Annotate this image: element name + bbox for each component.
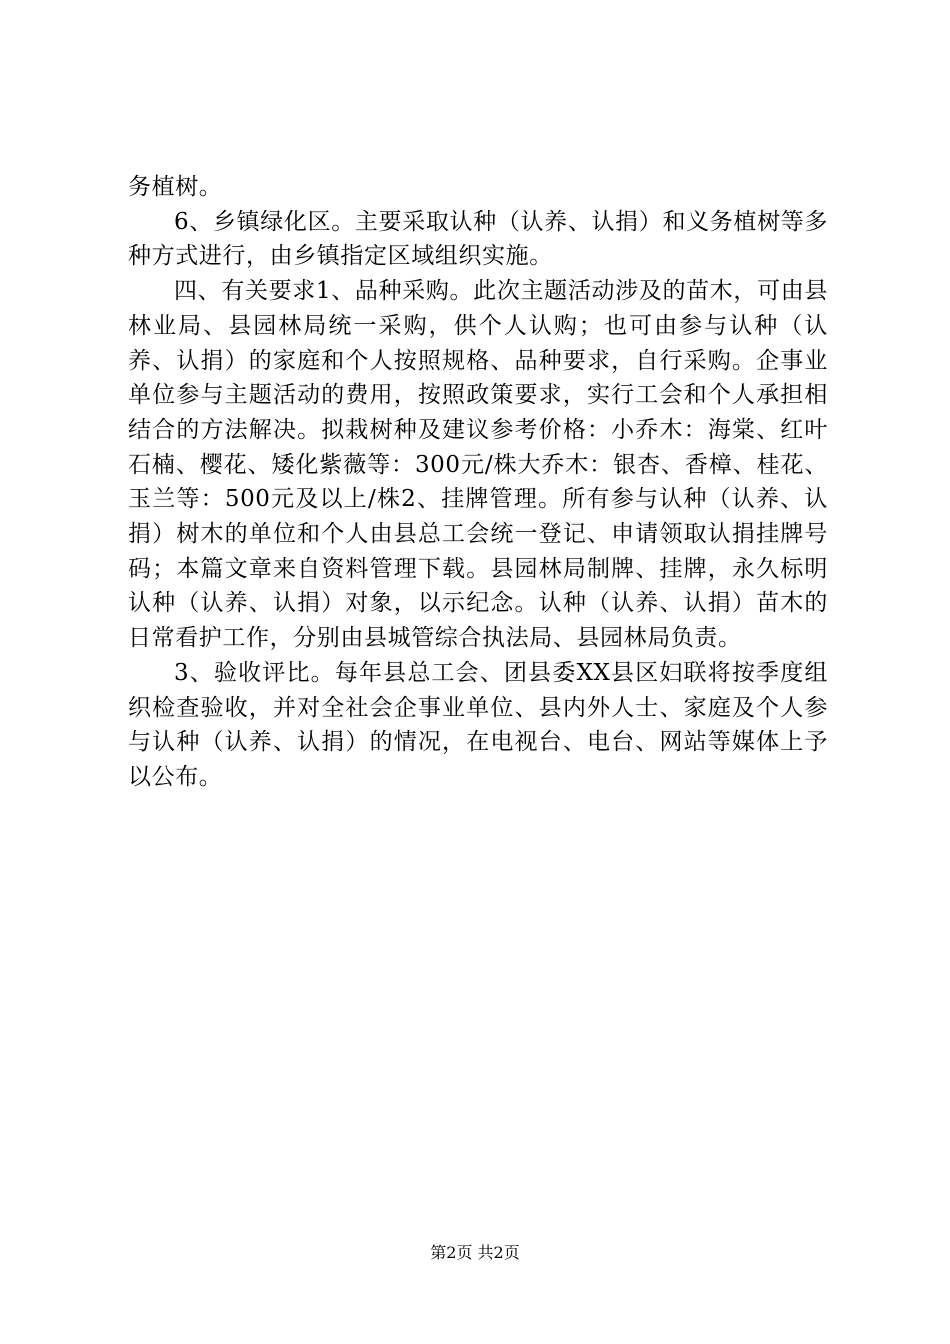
paragraph-continuation: 务植树。: [128, 174, 223, 200]
page-number-footer: 第2页 共2页: [430, 1243, 520, 1262]
paragraph-township-greening: 6、乡镇绿化区。主要采取认种（认养、认捐）和义务植树等多种方式进行，由乡镇指定区域组织实施。: [128, 208, 828, 270]
document-body: [128, 170, 828, 795]
paragraph-acceptance-evaluation: 3、验收评比。每年县总工会、团县委XX县区妇联将按季度组织检查验收，并对全社会企事业单位、县内外人士、家庭及个人参与认种（认养、认捐）的情况，在电视台、电台、网站等媒体上予以公布。: [128, 659, 828, 790]
paragraph-requirements: 四、有关要求1、品种采购。此次主题活动涉及的苗木，可由县林业局、县园林局统一采购，供个人认购；也可由参与认种（认养、认捐）的家庭和个人按照规格、品种要求，自行采购。企事业单位参与主题活动的费用，按照政策要求，实行工会和个人承担相结合的方法解决。拟栽树种及建议参考价格：小乔木：海棠、红叶石楠、樱花、矮化紫薇等：300元/株大乔木：银杏、香樟、桂花、玉兰等：500元及以上/株2、挂牌管理。所有参与认种（认养、认捐）树木的单位和个人由县总工会统一登记、申请领取认捐挂牌号码；本篇文章来自资料管理下载。县园林局制牌、挂牌，永久标明认种（认养、认捐）对象，以示纪念。认种（认养、认捐）苗木的日常看护工作，分别由县城管综合执法局、县园林局负责。: [128, 278, 828, 652]
